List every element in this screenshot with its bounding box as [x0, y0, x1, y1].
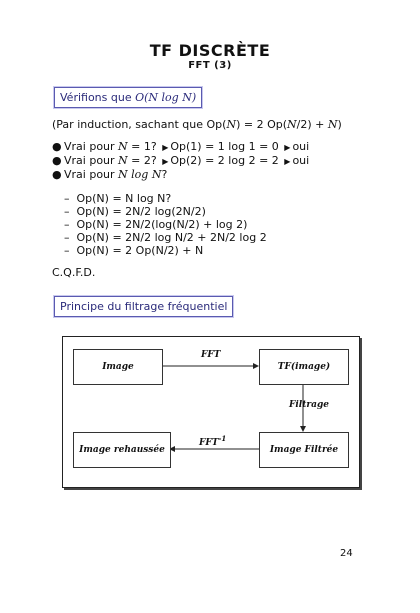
edge-label-fft: FFT	[201, 350, 221, 360]
sub-item-text: Op(N) = 2N/2 log(2N/2)	[76, 205, 206, 218]
sub-item	[64, 218, 247, 231]
induction-suffix: /2) +	[296, 118, 328, 131]
triangle-right-icon: ▶	[162, 157, 169, 166]
edge-label-ifft	[199, 434, 226, 448]
bullet-text: Vrai pour	[64, 140, 119, 153]
induction-prefix: (Par induction, sachant que Op(	[52, 118, 227, 131]
bullet-answer: oui	[292, 140, 310, 153]
triangle-right-icon: ▶	[284, 157, 291, 166]
bullet-text: Vrai pour	[64, 168, 119, 181]
induction-line	[52, 118, 342, 131]
bullet-text: = 2?	[127, 154, 157, 167]
node-image: Image	[73, 349, 163, 385]
bullet-result: Op(2) = 2 log 2 = 2	[170, 154, 279, 167]
bullet-item	[52, 140, 309, 153]
bullet-dot-icon: ●	[52, 154, 62, 167]
bullet-text: = 1?	[127, 140, 157, 153]
sub-item-text: Op(N) = 2 Op(N/2) + N	[76, 244, 204, 257]
dash: –	[64, 231, 77, 244]
dash: –	[64, 244, 77, 257]
bullet-math: N log N	[118, 168, 162, 181]
edge-label-ifft-base: FFT	[199, 438, 219, 448]
induction-mid: ) = 2 Op(	[236, 118, 288, 131]
dash: –	[64, 205, 77, 218]
bullet-answer: oui	[292, 154, 310, 167]
bullet-dot-icon: ●	[52, 140, 62, 153]
induction-n3: N	[327, 118, 338, 131]
section-heading-filtering: Principe du filtrage fréquentiel	[54, 296, 233, 317]
bullet-math: N	[118, 154, 128, 167]
sub-item	[64, 205, 206, 218]
qed-text: C.Q.F.D.	[52, 266, 96, 279]
bullet-item	[52, 168, 167, 181]
bullet-text: ?	[161, 168, 168, 181]
section-heading-math: O(N log N)	[135, 91, 197, 104]
page-title: TF DISCRÈTE	[149, 41, 271, 60]
node-filtered-image: Image Filtrée	[259, 432, 349, 468]
section-heading-prefix: Vérifions que	[60, 91, 132, 104]
filtering-diagram	[62, 336, 360, 488]
induction-close: )	[337, 118, 342, 131]
induction-n1: N	[226, 118, 237, 131]
sub-item-text: Op(N) = N log N?	[76, 192, 172, 205]
sub-item-text: Op(N) = 2N/2(log(N/2) + log 2)	[76, 218, 248, 231]
triangle-right-icon: ▶	[162, 143, 169, 152]
bullet-item	[52, 154, 309, 167]
edge-label-ifft-exponent: -1	[218, 434, 227, 443]
dash: –	[64, 218, 77, 231]
bullet-text: Vrai pour	[64, 154, 119, 167]
section-heading-verify	[54, 87, 202, 108]
sub-item	[64, 244, 203, 257]
sub-item	[64, 231, 267, 244]
bullet-math: N	[118, 140, 128, 153]
bullet-result: Op(1) = 1 log 1 = 0	[170, 140, 279, 153]
page-number: 24	[340, 548, 353, 559]
edge-label-filtrage: Filtrage	[289, 400, 329, 410]
node-enhanced-image: Image rehaussée	[73, 432, 171, 468]
sub-item-text: Op(N) = 2N/2 log N/2 + 2N/2 log 2	[76, 231, 267, 244]
dash: –	[64, 192, 77, 205]
induction-n2: N	[287, 118, 297, 131]
triangle-right-icon: ▶	[284, 143, 291, 152]
page-subtitle: FFT (3)	[188, 60, 232, 71]
bullet-dot-icon: ●	[52, 168, 62, 181]
node-tf-image: TF(image)	[259, 349, 349, 385]
sub-item	[64, 192, 171, 205]
